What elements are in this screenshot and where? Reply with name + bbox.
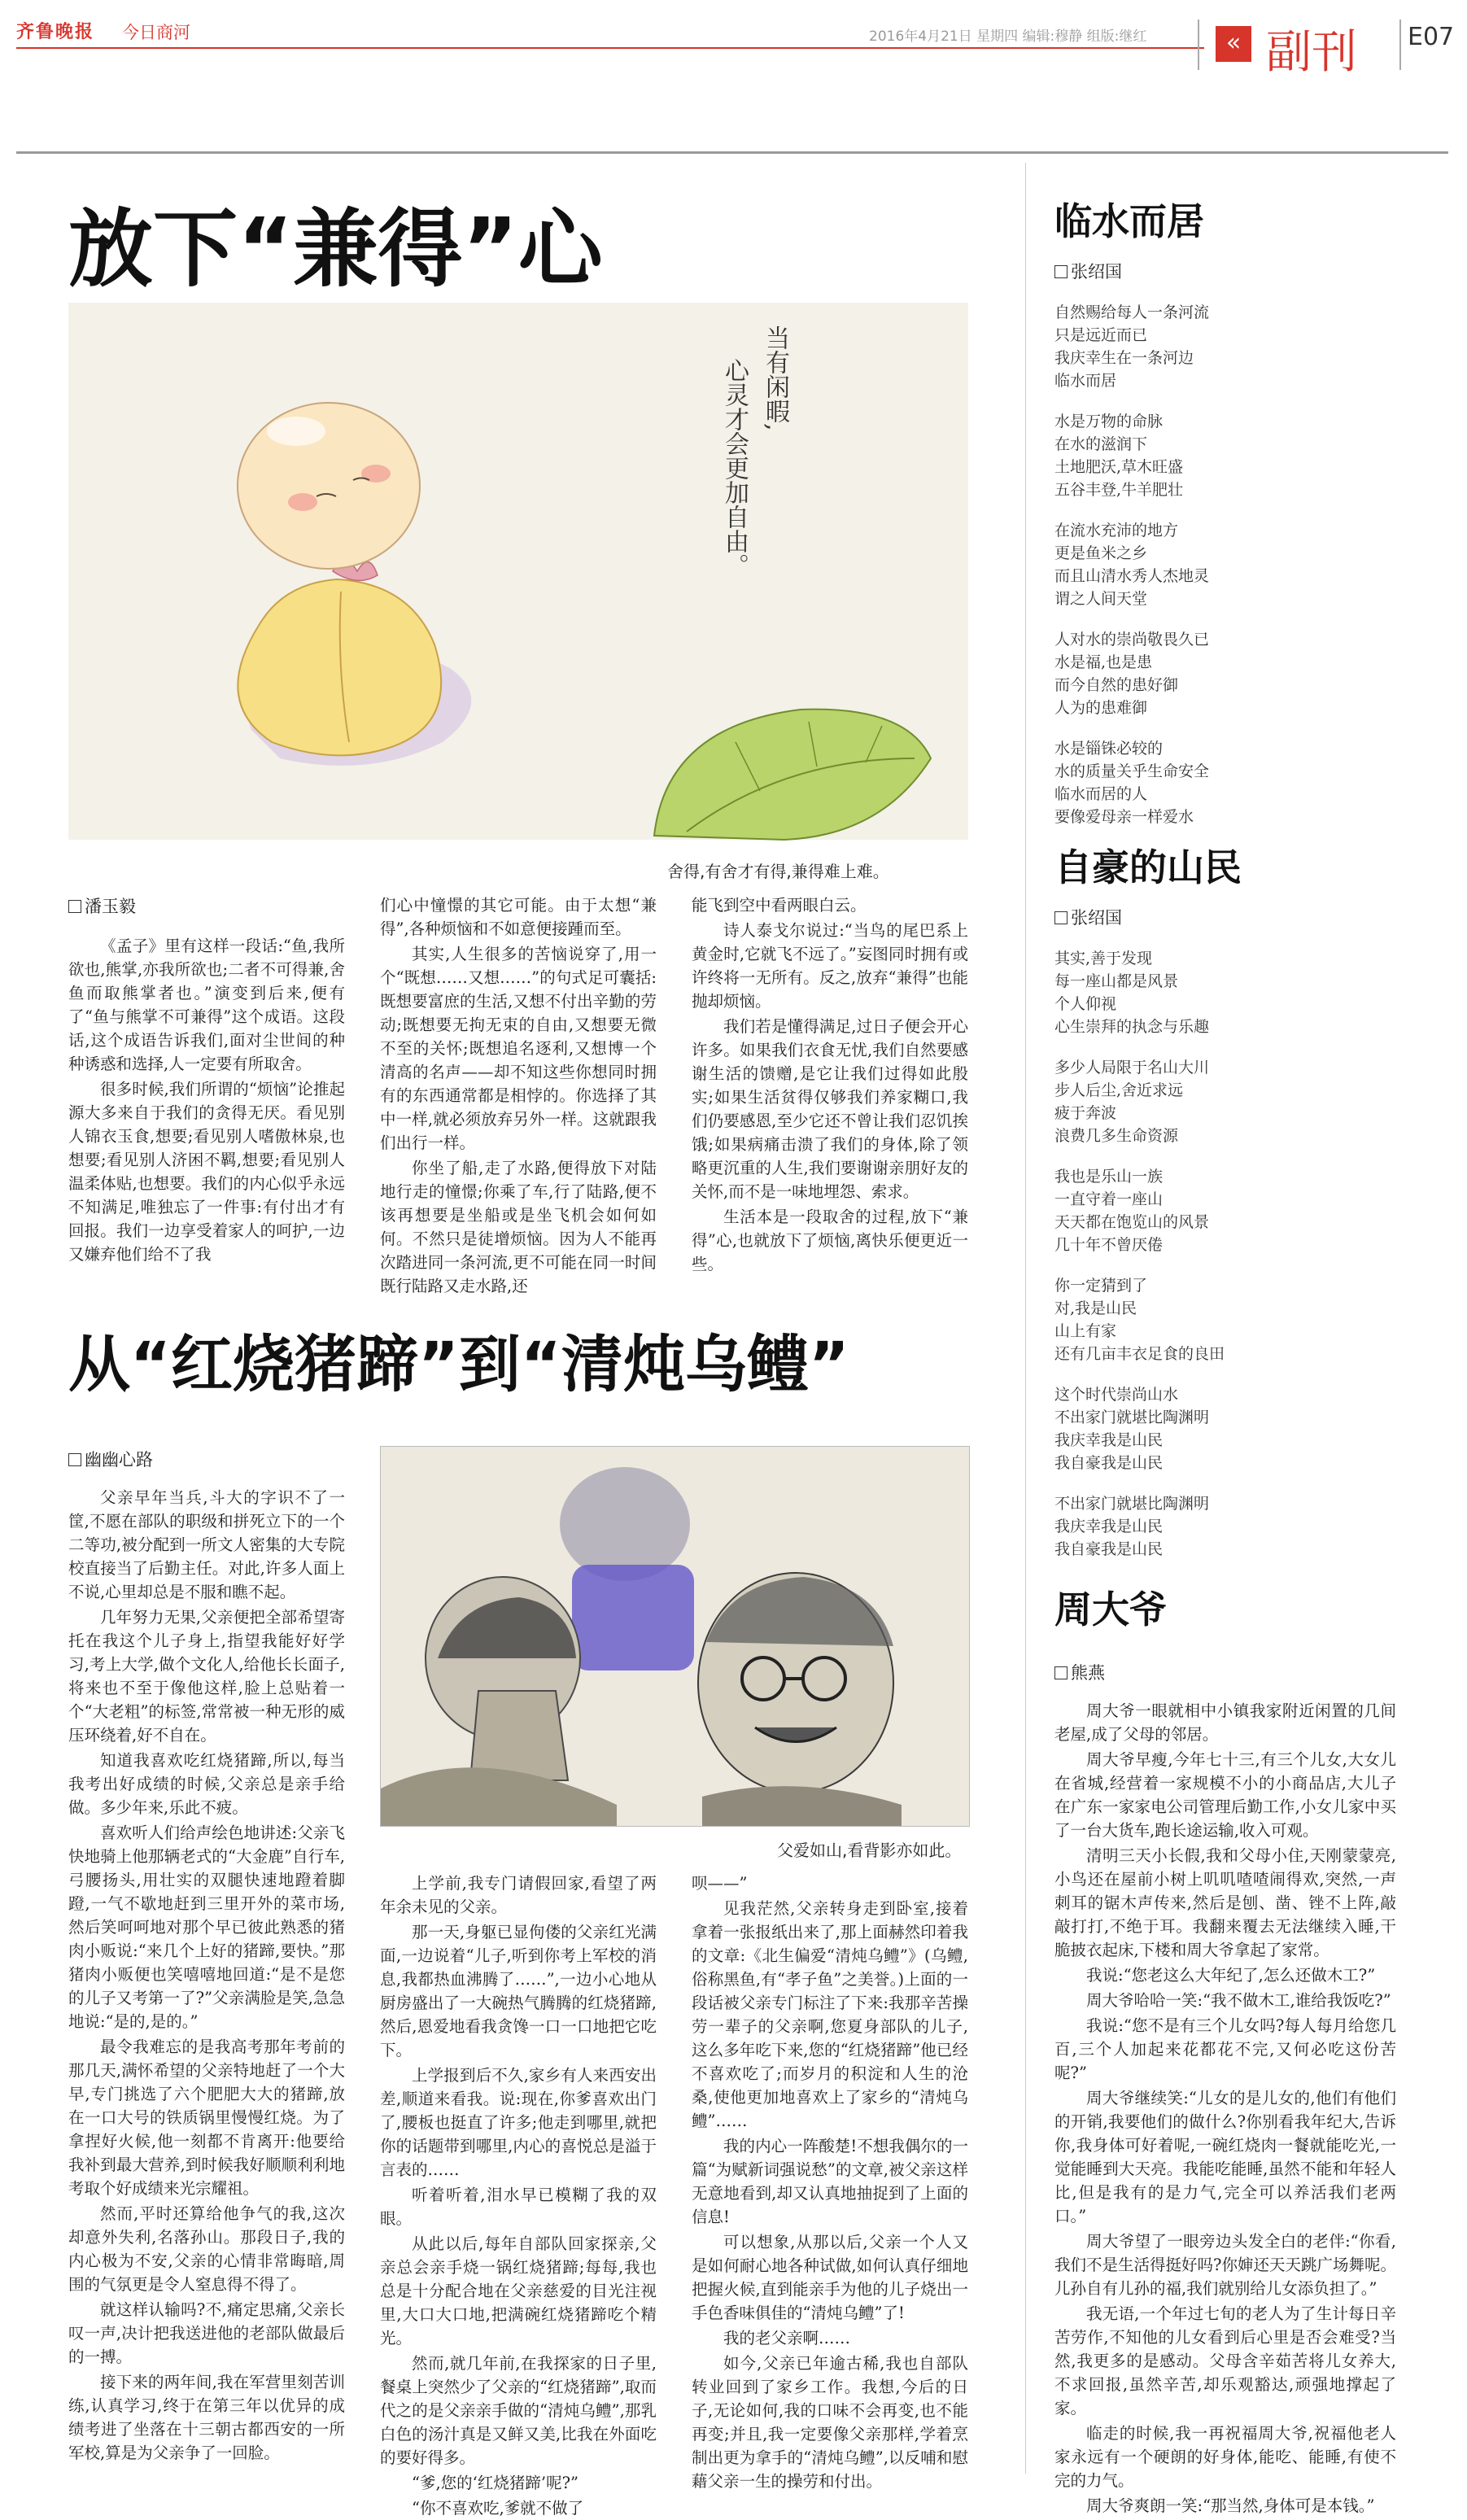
poem-line: 我庆幸我是山民	[1054, 1518, 1164, 1535]
article2-column-3	[692, 1871, 968, 2491]
poem-line: 我自豪我是山民	[1054, 1540, 1164, 1558]
prose-title: 周大爷	[1054, 1588, 1167, 1631]
paragraph: 就这样认输吗?不,痛定思痛,父亲长叹一声,决计把我送进他的老部队做最后的一搏。	[68, 2300, 345, 2366]
article1-headline: 放下“兼得”心	[68, 199, 603, 299]
paragraph: 知道我喜欢吃红烧猪蹄,所以,每当我考出好成绩的时候,父亲总是亲手给做。多少年来,乐此不疲。	[68, 1751, 345, 1817]
byline-square-icon	[1054, 911, 1068, 924]
paragraph: 能飞到空中看两眼白云。	[692, 896, 867, 915]
poem-line: 我庆幸我是山民	[1054, 1431, 1164, 1449]
poem-line: 只是远近而已	[1054, 326, 1148, 344]
sidebar-divider	[1025, 163, 1026, 2474]
poem-line: 在流水充沛的地方	[1054, 522, 1179, 539]
paragraph: 上学前,我专门请假回家,看望了两年余未见的父亲。	[380, 1874, 657, 1916]
paragraph: 周大爷继续笑:“儿女的是儿女的,他们有他们的开销,我要他们的做什么?你别看我年纪大,告诉你,我身体可好着呢,一碗红烧肉一餐就能吃光,一觉能睡到大天亮。我能吃能睡,虽然不能和年轻人比,但是我有的是力气,完全可以养活我们老两口。”	[1054, 2089, 1396, 2225]
poem-line: 个人仰视	[1054, 995, 1117, 1013]
poem-line: 水的质量关乎生命安全	[1054, 762, 1210, 780]
poem-line: 自然赐给每人一条河流	[1054, 304, 1210, 321]
paragraph: 我们若是懂得满足,过日子便会开心许多。如果我们衣食无忧,我们自然要感谢生活的馈赠,是它让我们过得如此殷实;如果生活贫得仅够我们养家糊口,我们仍要感恩,至少它还不曾让我们忍饥挨饿;如果病痛击溃了我们的身体,除了领略更沉重的人生,我们要谢谢亲朋好友的关怀,而不是一味地埋怨、索求。	[692, 1017, 968, 1201]
paragraph: 见我茫然,父亲转身走到卧室,接着拿着一张报纸出来了,那上面赫然印着我的文章:《北生偏爱“清炖乌鳢”》(乌鳢,俗称黑鱼,有“孝子鱼”之美誉。)上面的一段话被父亲专门标注了下来:我那辛苦操劳一辈子的父亲啊,您夏身部队的儿子,这么多年吃下来,您的“红烧猪蹄”他已经不喜欢吃了;而岁月的积淀和人生的沧桑,使他更加地喜欢上了家乡的“清炖乌鳢”……	[692, 1899, 968, 2130]
poem1-body	[1054, 301, 1380, 846]
page-number: E07	[1408, 23, 1455, 51]
poem-line: 更是鱼米之乡	[1054, 544, 1148, 562]
poem-line: 水是万物的命脉	[1054, 413, 1164, 430]
paragraph: 可以想象,从那以后,父亲一个人又是如何耐心地各种试做,如何认真仔细地把握火候,直到能亲手为他的儿子烧出一手色香味俱佳的“清炖乌鳢”了!	[692, 2233, 968, 2322]
poem-line: 一直守着一座山	[1054, 1190, 1164, 1208]
page-section-title: 副刊	[1266, 26, 1357, 79]
paragraph: 临走的时候,我一再祝福周大爷,祝福他老人家永远有一个硬朗的好身体,能吃、能睡,有使不完的力气。	[1054, 2424, 1396, 2490]
paragraph: 清明三天小长假,我和父母小住,天刚蒙蒙亮,小鸟还在屋前小树上叽叽喳喳闹得欢,突然,一声刺耳的锯木声传来,然后是刨、凿、锉不上阵,敲敲打打,不绝于耳。我翻来覆去无法继续入睡,干脆披衣起床,下楼和周大爷拿起了家常。	[1054, 1846, 1396, 1959]
poem-line: 在水的滋润下	[1054, 435, 1148, 453]
poem-line: 而今自然的患好御	[1054, 676, 1179, 694]
poem-line: 要像爱母亲一样爱水	[1054, 808, 1194, 826]
poem-line: 浪费几多生命资源	[1054, 1127, 1179, 1145]
top-rule	[16, 151, 1448, 154]
poem-line: 不出家门就堪比陶渊明	[1054, 1495, 1210, 1513]
paragraph: 周大爷一眼就相中小镇我家附近闲置的几间老屋,成了父母的邻居。	[1054, 1701, 1396, 1744]
article1-caption: 舍得,有舍才有得,兼得难上难。	[667, 862, 889, 881]
paragraph: 周大爷哈哈一笑:“我不做木工,谁给我饭吃?”	[1086, 1991, 1391, 2010]
paragraph: 周大爷早瘦,今年七十三,有三个儿女,大女儿在省城,经营着一家规模不小的小商品店,大儿子在广东一家家电公司管理后勤工作,小女儿家中买了一台大货车,跑长途运输,收入可观。	[1054, 1750, 1396, 1840]
paragraph: 我的老父亲啊……	[723, 2329, 851, 2347]
poem-stanza	[1054, 1274, 1380, 1365]
article2-headline: 从“红烧猪蹄”到“清炖乌鳢”	[68, 1328, 849, 1400]
poem-line: 还有几亩丰衣足食的良田	[1054, 1345, 1225, 1363]
paragraph: 我说:“您不是有三个儿女吗?每人每月给您几百,三个人加起来花都花不完,又何必吃这份苦呢?”	[1054, 2016, 1396, 2082]
article2-caption: 父爱如山,看背影亦如此。	[777, 1841, 962, 1860]
poem-line: 你一定猜到了	[1054, 1277, 1148, 1295]
poem-stanza	[1054, 301, 1380, 392]
byline-square-icon	[1054, 1666, 1068, 1679]
poem-line: 每一座山都是风景	[1054, 972, 1179, 990]
poem-stanza	[1054, 1056, 1380, 1147]
byline-square-icon	[68, 900, 81, 913]
paragraph: 那一天,身躯已显佝偻的父亲红光满面,一边说着“儿子,听到你考上军校的消息,我都热血沸腾了……”,一边小心地从厨房盛出了一大碗热气腾腾的红烧猪蹄,然后,恩爱地看我贪馋一口一口地把它吃下。	[380, 1923, 657, 2059]
poem-line: 而且山清水秀人杰地灵	[1054, 567, 1210, 585]
poem-stanza	[1054, 628, 1380, 719]
section-badge-icon: «	[1216, 26, 1251, 62]
poem2-title: 自豪的山民	[1054, 845, 1242, 889]
paragraph: 们心中憧憬的其它可能。由于太想“兼得”,各种烦恼和不如意便接踵而至。	[380, 896, 657, 938]
poem-line: 对,我是山民	[1054, 1299, 1137, 1317]
article2-author: 幽幽心路	[85, 1450, 153, 1470]
paragraph: 我的内心一阵酸楚!不想我偶尔的一篇“为赋新词强说愁”的文章,被父亲这样无意地看到,却又认真地抽捉到了上面的信息!	[692, 2137, 968, 2226]
article2-byline	[68, 1447, 153, 1471]
paragraph: 呗——”	[692, 1874, 748, 1893]
paragraph: 喜欢听人们给声绘色地讲述:父亲飞快地骑上他那辆老式的“大金鹿”自行车,弓腰扬头,用壮实的双腿快速地蹬着脚蹬,一气不歇地赶到三里开外的菜市场,然后笑呵呵地对那个早已彼此熟悉的猪肉小贩说:“来几个上好的猪蹄,要快。”那猪肉小贩便也笑嘻嘻地回道:“是不是您的儿子又考第一了?”父亲满脸是笑,急急地说:“是的,是的。”	[68, 1823, 345, 2031]
poem2-byline	[1054, 905, 1122, 929]
poem-stanza	[1054, 1492, 1380, 1561]
poem-stanza	[1054, 737, 1380, 828]
paragraph: “你不喜欢吃,爹就不做了	[412, 2499, 584, 2518]
poem-line: 谓之人间天堂	[1054, 590, 1148, 608]
paragraph: “爹,您的‘红烧猪蹄’呢?”	[412, 2474, 579, 2492]
paragraph: 你坐了船,走了水路,便得放下对陆地行走的憧憬;你乘了车,行了陆路,便不该再想要是坐船或是坐飞机会如何如何。不然只是徒增烦恼。因为人不能再次踏进同一条河流,更不可能在同一时间既行陆路又走水路,还	[380, 1159, 657, 1295]
poem-line: 几十年不曾厌倦	[1054, 1236, 1164, 1254]
article1-byline	[68, 893, 136, 918]
poem-line: 五谷丰登,牛羊肥壮	[1054, 481, 1184, 499]
paragraph: 最令我难忘的是我高考那年考前的那几天,满怀希望的父亲特地赶了一个大早,专门挑选了六个肥肥大大的猪蹄,放在一口大号的铁质锅里慢慢红烧。为了拿捏好火候,他一刻都不肯离开:他要给我补到最大营养,到时候我好顺顺利利地考取个好成绩来光宗耀祖。	[68, 2037, 345, 2198]
poem-line: 这个时代崇尚山水	[1054, 1386, 1179, 1404]
issue-meta: 2016年4月21日 星期四 编辑:穆静 组版:继红	[869, 28, 1147, 45]
poem-stanza	[1054, 1383, 1380, 1474]
poem-line: 我自豪我是山民	[1054, 1454, 1164, 1472]
poem-stanza	[1054, 1165, 1380, 1256]
paragraph: 听着听着,泪水早已模糊了我的双眼。	[380, 2186, 657, 2228]
paragraph: 很多时候,我们所谓的“烦恼”论推起源大多来自于我们的贪得无厌。看见别人锦衣玉食,想要;看见别人嗜傲林泉,也想要;看见别人济困不羁,想要;看见别人温柔体贴,也想要。我们的内心似乎永远不知满足,唯独忘了一件事:有付出才有回报。我们一边享受着家人的呵护,一边又嫌弃他们给不了我	[68, 1080, 345, 1264]
paragraph: 诗人泰戈尔说过:“当鸟的尾巴系上黄金时,它就飞不远了。”妄图同时拥有或许终将一无所有。反之,放弃“兼得”也能抛却烦恼。	[692, 921, 968, 1011]
paragraph: 周大爷望了一眼旁边头发全白的老伴:“你看,我们不是生活得挺好吗?你婶还天天跳广场舞呢。儿孙自有儿孙的福,我们就别给儿女添负担了。”	[1054, 2232, 1396, 2298]
header-rule	[16, 47, 1204, 49]
poem-line: 临水而居	[1054, 372, 1117, 390]
monk-illustration	[68, 303, 968, 840]
poem2-body	[1054, 947, 1380, 1579]
poem-line: 我庆幸生在一条河边	[1054, 349, 1194, 367]
poem-line: 多少人局限于名山大川	[1054, 1059, 1210, 1077]
byline-square-icon	[1054, 265, 1068, 278]
calligraphy-line-1: 当有闲暇,	[761, 325, 789, 431]
poem1-byline	[1054, 259, 1122, 283]
prose-body	[1054, 1699, 1396, 2515]
paragraph: 我说:“您老这么大年纪了,怎么还做木工?”	[1086, 1966, 1376, 1985]
byline-square-icon	[68, 1453, 81, 1466]
poem-stanza	[1054, 519, 1380, 610]
paragraph: 然而,平时还算给他争气的我,这次却意外失利,名落孙山。那段日子,我的内心极为不安,父亲的心情非常晦暗,周围的气氛更是令人窒息得不得了。	[68, 2204, 345, 2294]
poem-line: 人为的患难御	[1054, 699, 1148, 717]
poem-line: 其实,善于发现	[1054, 950, 1153, 967]
section-name: 今日商河	[122, 23, 190, 42]
paragraph: 我无语,一个年过七旬的老人为了生计每日辛苦劳作,不知他的儿女看到后心里是否会难受?当然,我更多的是感动。父母含辛茹苦将儿女养大,不求回报,虽然辛苦,却乐观豁达,顽强地撑起了家。	[1054, 2304, 1396, 2417]
article1-column-1	[68, 934, 345, 1284]
paragraph: 《孟子》里有这样一段话:“鱼,我所欲也,熊掌,亦我所欲也;二者不可得兼,舍鱼而取熊掌者也。”演变到后来,便有了“鱼与熊掌不可兼得”这个成语。这段话,这个成语告诉我们,面对尘世间的种种诱惑和选择,人一定要有所取舍。	[68, 937, 345, 1073]
newspaper-logo: 齐鲁晚报	[16, 22, 95, 42]
poem-line: 水是锱铢必较的	[1054, 740, 1164, 758]
article2-column-2	[380, 1871, 657, 2518]
poem-stanza	[1054, 947, 1380, 1038]
article1-column-2	[380, 893, 657, 1295]
paragraph: 然而,就几年前,在我探家的日子里,餐桌上突然少了父亲的“红烧猪蹄”,取而代之的是父亲亲手做的“清炖乌鳢”,那乳白色的汤汁真是又鲜又美,比我在外面吃的要好得多。	[380, 2354, 657, 2467]
poem-line: 疲于奔波	[1054, 1104, 1117, 1122]
father-son-illustration	[381, 1447, 969, 1826]
header-divider	[1399, 20, 1401, 70]
poem-line: 临水而居的人	[1054, 785, 1148, 803]
article1-author: 潘玉毅	[85, 897, 136, 916]
poem-line: 不出家门就堪比陶渊明	[1054, 1408, 1210, 1426]
article1-column-3	[692, 893, 968, 1284]
article2-illustration	[380, 1446, 970, 1827]
paragraph: 几年努力无果,父亲便把全部希望寄托在我这个儿子身上,指望我能好好学习,考上大学,做个文化人,给他长长面子,将来也不至于像他这样,脸上总贴着一个“大老粗”的标签,常常被一种无形的威压环绕着,好不自在。	[68, 1608, 345, 1745]
paragraph: 周大爷爽朗一笑:“那当然,身体可是本钱。”	[1086, 2496, 1375, 2515]
prose-byline	[1054, 1660, 1105, 1684]
poem1-author: 张绍国	[1071, 262, 1122, 282]
calligraphy-line-2: 心灵才会更加自由。	[720, 358, 749, 578]
paragraph: 其实,人生很多的苦恼说穿了,用一个“既想……又想……”的句式足可囊括:既想要富庶的生活,又想不付出辛勤的劳动;既想要无拘无束的自由,又想要无微不至的关怀;既想追名逐利,又想博一个清高的名声——却不知这些你想同时拥有的东西通常都是相悖的。你选择了其中一样,就必须放弃另外一样。这就跟我们出行一样。	[380, 945, 657, 1152]
poem2-author: 张绍国	[1071, 908, 1122, 928]
poem-line: 天天都在饱览山的风景	[1054, 1213, 1210, 1231]
paragraph: 接下来的两年间,我在军营里刻苦训练,认真学习,终于在第三年以优异的成绩考进了坐落在十三朝古都西安的一所军校,算是为父亲争了一回脸。	[68, 2373, 345, 2462]
poem-line: 步人后尘,舍近求远	[1054, 1081, 1184, 1099]
poem-line: 土地肥沃,草木旺盛	[1054, 458, 1184, 476]
poem-stanza	[1054, 410, 1380, 501]
poem-line: 我也是乐山一族	[1054, 1168, 1164, 1186]
article1-illustration	[68, 303, 968, 840]
poem1-title: 临水而居	[1054, 199, 1204, 243]
poem-line: 心生崇拜的执念与乐趣	[1054, 1018, 1210, 1036]
paragraph: 父亲早年当兵,斗大的字识不了一筐,不愿在部队的职级和拼死立下的一个二等功,被分配到一所文人密集的大专院校直接当了后勤主任。对此,许多人面上不说,心里却总是不服和瞧不起。	[68, 1488, 345, 1601]
article2-column-1	[68, 1486, 345, 2462]
paragraph: 生活本是一段取舍的过程,放下“兼得”心,也就放下了烦恼,离快乐便更近一些。	[692, 1208, 968, 1273]
paragraph: 上学报到后不久,家乡有人来西安出差,顺道来看我。说:现在,你爹喜欢出门了,腰板也挺直了许多;他走到哪里,就把你的话题带到哪里,内心的喜悦总是溢于言表的……	[380, 2066, 657, 2179]
header-divider	[1198, 20, 1199, 70]
poem-line: 山上有家	[1054, 1322, 1117, 1340]
paragraph: 从此以后,每年自部队回家探亲,父亲总会亲手烧一锅红烧猪蹄;每每,我也总是十分配合地在父亲慈爱的目光注视里,大口大口地,把满碗红烧猪蹄吃个精光。	[380, 2234, 657, 2347]
paragraph: 如今,父亲已年逾古稀,我也自部队转业回到了家乡工作。我想,今后的日子,无论如何,我的口味不会再变,也不能再变;并且,我一定要像父亲那样,学着烹制出更为拿手的“清炖乌鳢”,以反哺和慰藉父亲一生的操劳和付出。	[692, 2354, 968, 2491]
poem-line: 人对水的崇尚敬畏久已	[1054, 631, 1210, 649]
prose-author: 熊燕	[1071, 1663, 1105, 1683]
poem-line: 水是福,也是患	[1054, 653, 1153, 671]
